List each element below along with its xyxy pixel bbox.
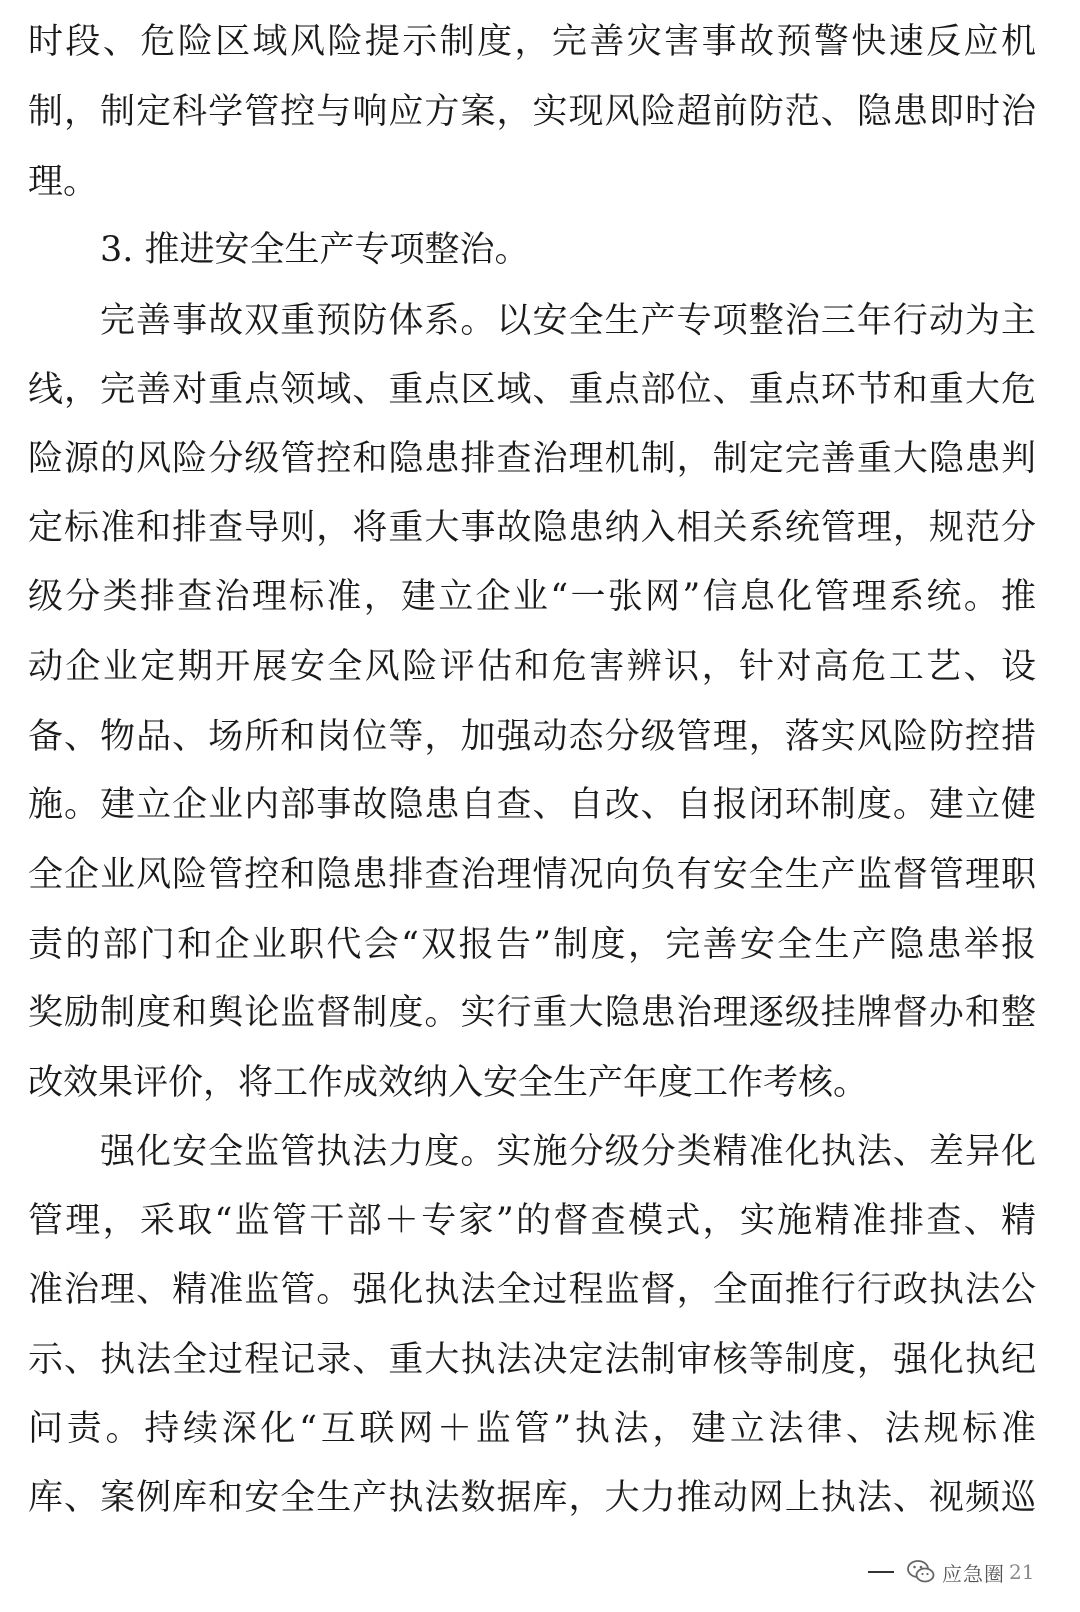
text-line: 理。 <box>28 162 99 202</box>
wechat-icon <box>906 1557 936 1587</box>
text-line: 奖励制度和舆论监督制度。实行重大隐患治理逐级挂牌督办和整 <box>28 993 1036 1033</box>
text-line: 制，制定科学管控与响应方案，实现风险超前防范、隐患即时治 <box>28 92 1036 132</box>
footer-dash <box>868 1571 894 1573</box>
section-heading: 3. 推进安全生产专项整治。 <box>100 230 530 270</box>
text-line: 问责。持续深化“互联网＋监管”执法，建立法律、法规标准 <box>28 1409 1036 1449</box>
text-line: 强化安全监管执法力度。实施分级分类精准化执法、差异化 <box>100 1132 1036 1172</box>
page-number: 21 <box>1009 1560 1035 1584</box>
text-line: 管理，采取“监管干部＋专家”的督查模式，实施精准排查、精 <box>28 1201 1036 1241</box>
text-line: 备、物品、场所和岗位等，加强动态分级管理，落实风险防控措 <box>28 717 1036 757</box>
text-line: 完善事故双重预防体系。以安全生产专项整治三年行动为主 <box>100 301 1036 341</box>
text-line: 时段、危险区域风险提示制度，完善灾害事故预警快速反应机 <box>28 22 1036 62</box>
watermark-label: 应急圈 <box>942 1561 1005 1586</box>
text-line: 级分类排查治理标准，建立企业“一张网”信息化管理系统。推 <box>28 577 1036 617</box>
text-line: 险源的风险分级管控和隐患排查治理机制，制定完善重大隐患判 <box>28 439 1036 479</box>
text-line: 线，完善对重点领域、重点区域、重点部位、重点环节和重大危 <box>28 370 1036 410</box>
text-line: 定标准和排查导则，将重大事故隐患纳入相关系统管理，规范分 <box>28 508 1036 548</box>
text-line: 准治理、精准监管。强化执法全过程监督，全面推行行政执法公 <box>28 1270 1036 1310</box>
text-line: 全企业风险管控和隐患排查治理情况向负有安全生产监督管理职 <box>28 855 1036 895</box>
footer <box>868 1552 1058 1592</box>
text-line: 库、案例库和安全生产执法数据库，大力推动网上执法、视频巡 <box>28 1478 1036 1518</box>
text-line: 改效果评价，将工作成效纳入安全生产年度工作考核。 <box>28 1063 869 1103</box>
text-line: 动企业定期开展安全风险评估和危害辨识，针对高危工艺、设 <box>28 647 1036 687</box>
text-line: 责的部门和企业职代会“双报告”制度，完善安全生产隐患举报 <box>28 925 1036 965</box>
text-line: 示、执法全过程记录、重大执法决定法制审核等制度，强化执纪 <box>28 1340 1036 1380</box>
text-line: 施。建立企业内部事故隐患自查、自改、自报闭环制度。建立健 <box>28 785 1036 825</box>
